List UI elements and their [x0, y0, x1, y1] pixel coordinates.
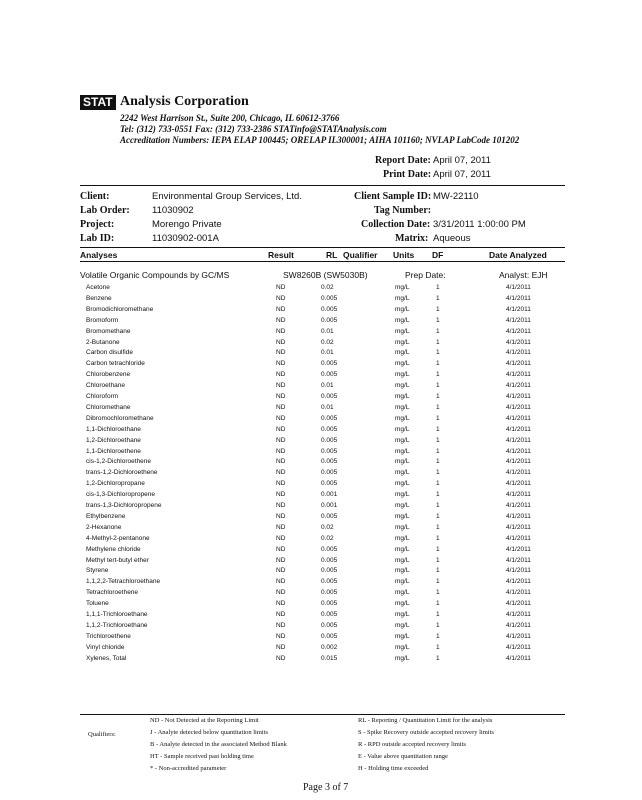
analyte-result: ND [276, 338, 286, 346]
analyte-result: ND [276, 316, 286, 324]
analyte-df: 1 [436, 458, 440, 466]
analyte-rl: 0.02 [321, 284, 334, 291]
analyte-rl: 0.005 [321, 611, 338, 618]
analyte-date: 4/1/2011 [506, 632, 531, 640]
collection-date-label: Collection Date: [361, 219, 431, 230]
analyte-result: ND [276, 621, 286, 629]
print-date-label: Print Date: [383, 169, 432, 180]
analyte-date: 4/1/2011 [506, 371, 531, 379]
table-row [86, 545, 556, 555]
table-row [86, 490, 556, 500]
company-logo: STAT [80, 95, 116, 110]
table-row [86, 621, 556, 631]
qualifier-right-4: H - Holding time exceeded [358, 765, 429, 772]
analyte-date: 4/1/2011 [506, 382, 531, 390]
analyte-df: 1 [436, 512, 440, 520]
table-row [86, 512, 556, 522]
analyte-units: mg/L [395, 469, 410, 477]
analyte-df: 1 [436, 414, 440, 422]
table-row [86, 436, 556, 446]
analyte-df: 1 [436, 534, 440, 542]
analyte-units: mg/L [395, 654, 410, 662]
client-label: Client: [80, 191, 110, 202]
analyte-df: 1 [436, 447, 440, 455]
analyte-units: mg/L [395, 414, 410, 422]
analyte-name: 1,1-Dichloroethene [86, 447, 141, 455]
table-row [86, 359, 556, 369]
analyte-rl: 0.01 [321, 382, 334, 390]
analyte-df: 1 [436, 600, 440, 608]
table-row [86, 501, 556, 511]
table-row [86, 283, 556, 293]
analyte-name: 1,2-Dichloroethane [86, 436, 141, 444]
analyte-units: mg/L [395, 403, 410, 411]
analyte-result: ND [276, 632, 286, 640]
lab-order-label: Lab Order: [80, 205, 130, 216]
analyte-name: 1,1,2-Trichloroethane [86, 621, 148, 629]
analyte-name: Chloroform [86, 393, 119, 400]
col-header-date: Date Analyzed [489, 250, 547, 260]
qualifier-left-3: HT - Sample received past holding time [150, 753, 254, 760]
analyte-result: ND [276, 578, 286, 586]
section-method: SW8260B (SW5030B) [283, 270, 368, 280]
analyte-date: 4/1/2011 [506, 327, 531, 335]
analyte-units: mg/L [395, 327, 410, 335]
analyte-date: 4/1/2011 [506, 316, 531, 324]
analyte-df: 1 [436, 502, 440, 509]
table-row [86, 447, 556, 457]
analyte-name: 2-Hexanone [86, 523, 122, 531]
analyte-result: ND [276, 349, 286, 357]
analyte-df: 1 [436, 491, 440, 499]
analyte-rl: 0.005 [321, 621, 338, 629]
analyte-name: Toluene [86, 600, 109, 608]
col-header-qualifier: Qualifier [343, 250, 378, 260]
lab-id-label: Lab ID: [80, 233, 115, 244]
project-value: Morengo Private [152, 219, 222, 230]
analyte-name: Chloroethane [86, 382, 126, 390]
analyte-result: ND [276, 327, 286, 335]
col-header-rl: RL [326, 250, 338, 260]
analyte-rl: 0.001 [321, 502, 338, 509]
analyte-name: 1,1,1-Trichloroethane [86, 611, 148, 618]
table-row [86, 643, 556, 653]
analyte-df: 1 [436, 654, 440, 662]
table-row [86, 632, 556, 642]
divider-footer [80, 714, 565, 715]
analyte-df: 1 [436, 284, 440, 291]
analyte-units: mg/L [395, 458, 410, 466]
analyte-date: 4/1/2011 [506, 491, 531, 499]
project-label: Project: [80, 219, 115, 230]
table-row [86, 534, 556, 544]
analyte-name: Dibromochloromethane [86, 414, 154, 422]
analyte-rl: 0.005 [321, 414, 338, 422]
analyte-df: 1 [436, 382, 440, 390]
analyte-df: 1 [436, 556, 440, 564]
analyte-date: 4/1/2011 [506, 611, 531, 618]
section-analyst: Analyst: EJH [499, 270, 548, 280]
analyte-result: ND [276, 436, 286, 444]
company-address: 2242 West Harrison St., Suite 200, Chicago, IL 60612-3766 [120, 113, 340, 123]
analyte-units: mg/L [395, 305, 410, 313]
analyte-df: 1 [436, 371, 440, 379]
col-header-units: Units [393, 250, 415, 260]
analyte-rl: 0.01 [321, 327, 334, 335]
analyte-units: mg/L [395, 632, 410, 640]
divider-top [80, 185, 565, 186]
table-row [86, 457, 556, 467]
analyte-result: ND [276, 611, 286, 618]
analyte-result: ND [276, 360, 286, 368]
table-row [86, 610, 556, 620]
analyte-rl: 0.005 [321, 469, 338, 477]
analyte-date: 4/1/2011 [506, 360, 531, 368]
analyte-df: 1 [436, 305, 440, 313]
analyte-result: ND [276, 567, 286, 575]
qualifier-left-4: * - Non-accredited parameter [150, 765, 227, 772]
analyte-result: ND [276, 294, 286, 302]
analyte-name: Acetone [86, 284, 110, 291]
analyte-units: mg/L [395, 491, 410, 499]
analyte-df: 1 [436, 338, 440, 346]
analyte-rl: 0.005 [321, 360, 338, 368]
analyte-df: 1 [436, 621, 440, 629]
analyte-result: ND [276, 458, 286, 466]
analyte-df: 1 [436, 589, 440, 597]
analyte-name: Styrene [86, 567, 109, 575]
analyte-units: mg/L [395, 371, 410, 379]
table-row [86, 338, 556, 348]
analyte-name: trans-1,2-Dichloroethene [86, 469, 158, 477]
company-contact: Tel: (312) 733-0551 Fax: (312) 733-2386 STATinfo@STATAnalysis.com [120, 124, 387, 134]
analyte-rl: 0.005 [321, 578, 338, 586]
analyte-result: ND [276, 502, 286, 509]
analyte-df: 1 [436, 425, 440, 433]
table-row [86, 381, 556, 391]
table-row [86, 403, 556, 413]
qualifier-right-0: RL - Reporting / Quantitation Limit for the analysis [358, 717, 493, 724]
qualifier-left-0: ND - Not Detected at the Reporting Limit [150, 717, 259, 724]
analyte-result: ND [276, 403, 286, 411]
analyte-result: ND [276, 371, 286, 379]
report-date-label: Report Date: [375, 155, 431, 166]
analyte-df: 1 [436, 316, 440, 324]
analyte-result: ND [276, 545, 286, 553]
section-prep-date: Prep Date: [405, 270, 446, 280]
col-header-df: DF [432, 250, 444, 260]
analyte-df: 1 [436, 578, 440, 586]
analyte-units: mg/L [395, 338, 410, 346]
analyte-date: 4/1/2011 [506, 425, 531, 433]
analyte-date: 4/1/2011 [506, 654, 531, 662]
analyte-date: 4/1/2011 [506, 414, 531, 422]
analyte-rl: 0.005 [321, 600, 338, 608]
analyte-rl: 0.005 [321, 436, 338, 444]
analyte-units: mg/L [395, 534, 410, 542]
analyte-date: 4/1/2011 [506, 338, 531, 346]
collection-date-value: 3/31/2011 1:00:00 PM [433, 219, 526, 230]
analyte-df: 1 [436, 632, 440, 640]
table-row [86, 327, 556, 337]
analyte-df: 1 [436, 294, 440, 302]
analyte-date: 4/1/2011 [506, 349, 531, 357]
analyte-result: ND [276, 556, 286, 564]
print-date-value: April 07, 2011 [433, 169, 491, 180]
analyte-rl: 0.01 [321, 403, 334, 411]
analyte-result: ND [276, 512, 286, 520]
table-row [86, 392, 556, 402]
analyte-rl: 0.005 [321, 480, 338, 488]
qualifier-left-1: J - Analyte detected below quantitation limits [150, 729, 269, 736]
analyte-df: 1 [436, 567, 440, 575]
analyte-result: ND [276, 480, 286, 488]
divider-table-header [80, 261, 565, 262]
analyte-units: mg/L [395, 425, 410, 433]
table-row [86, 348, 556, 358]
analyte-df: 1 [436, 611, 440, 618]
analyte-name: Benzene [86, 294, 112, 302]
table-row [86, 654, 556, 664]
analyte-result: ND [276, 382, 286, 390]
analyte-name: Methyl tert-butyl ether [86, 556, 149, 564]
analyte-name: Trichloroethene [86, 632, 131, 640]
analyte-date: 4/1/2011 [506, 469, 531, 477]
analyte-date: 4/1/2011 [506, 512, 531, 520]
analyte-date: 4/1/2011 [506, 567, 531, 575]
analyte-name: Ethylbenzene [86, 512, 126, 520]
analyte-units: mg/L [395, 567, 410, 575]
analyte-rl: 0.001 [321, 491, 338, 499]
page-number: Page 3 of 7 [303, 782, 349, 793]
analyte-rl: 0.005 [321, 512, 338, 520]
analyte-result: ND [276, 447, 286, 455]
analyte-name: cis-1,2-Dichloroethene [86, 458, 152, 466]
analyte-name: Bromoform [86, 316, 119, 324]
section-title: Volatile Organic Compounds by GC/MS [80, 270, 230, 280]
analyte-result: ND [276, 491, 286, 499]
analyte-rl: 0.005 [321, 589, 338, 597]
analyte-units: mg/L [395, 393, 410, 400]
analyte-result: ND [276, 643, 286, 651]
analyte-units: mg/L [395, 512, 410, 520]
analyte-date: 4/1/2011 [506, 556, 531, 564]
analyte-rl: 0.005 [321, 316, 338, 324]
analyte-date: 4/1/2011 [506, 294, 531, 302]
analyte-name: Xylenes, Total [86, 654, 127, 662]
analyte-result: ND [276, 589, 286, 597]
analyte-units: mg/L [395, 545, 410, 553]
col-header-result: Result [268, 250, 294, 260]
table-row [86, 316, 556, 326]
analyte-rl: 0.02 [321, 523, 334, 531]
company-name: Analysis Corporation [120, 94, 249, 109]
report-date-value: April 07, 2011 [433, 155, 491, 166]
analyte-date: 4/1/2011 [506, 403, 531, 411]
analyte-rl: 0.005 [321, 556, 338, 564]
lab-id-value: 11030902-001A [152, 233, 219, 244]
analyte-date: 4/1/2011 [506, 458, 531, 466]
table-row [86, 370, 556, 380]
analyte-date: 4/1/2011 [506, 523, 531, 531]
analyte-units: mg/L [395, 578, 410, 586]
analyte-rl: 0.005 [321, 425, 338, 433]
analyte-date: 4/1/2011 [506, 284, 531, 291]
analyte-date: 4/1/2011 [506, 447, 531, 455]
analyte-result: ND [276, 469, 286, 477]
analyte-units: mg/L [395, 589, 410, 597]
analyte-units: mg/L [395, 523, 410, 531]
analyte-name: cis-1,3-Dichloropropene [86, 491, 156, 499]
table-row [86, 425, 556, 435]
analyte-name: Tetrachloroethene [86, 589, 139, 597]
analyte-rl: 0.005 [321, 447, 338, 455]
analyte-units: mg/L [395, 600, 410, 608]
analyte-result: ND [276, 534, 286, 542]
analyte-df: 1 [436, 436, 440, 444]
table-row [86, 305, 556, 315]
analyte-df: 1 [436, 469, 440, 477]
analyte-result: ND [276, 414, 286, 422]
analyte-date: 4/1/2011 [506, 589, 531, 597]
client-value: Environmental Group Services, Ltd. [152, 191, 302, 202]
analyte-date: 4/1/2011 [506, 305, 531, 313]
analyte-date: 4/1/2011 [506, 621, 531, 629]
analyte-date: 4/1/2011 [506, 436, 531, 444]
analyte-df: 1 [436, 403, 440, 411]
analyte-name: 1,1-Dichloroethane [86, 425, 141, 433]
analyte-date: 4/1/2011 [506, 480, 531, 488]
col-header-analyses: Analyses [80, 250, 118, 260]
analyte-rl: 0.005 [321, 632, 338, 640]
table-row [86, 566, 556, 576]
analyte-result: ND [276, 600, 286, 608]
analyte-date: 4/1/2011 [506, 393, 531, 400]
analyte-df: 1 [436, 327, 440, 335]
analyte-result: ND [276, 393, 286, 400]
table-row [86, 414, 556, 424]
analyte-result: ND [276, 284, 286, 291]
analyte-date: 4/1/2011 [506, 643, 531, 651]
analyte-result: ND [276, 425, 286, 433]
analyte-name: Bromodichloromethane [86, 305, 154, 313]
table-row [86, 523, 556, 533]
analyte-units: mg/L [395, 621, 410, 629]
analyte-df: 1 [436, 480, 440, 488]
analyte-rl: 0.015 [321, 654, 338, 662]
analyte-units: mg/L [395, 284, 410, 291]
analyte-units: mg/L [395, 294, 410, 302]
analyte-df: 1 [436, 643, 440, 651]
table-row [86, 468, 556, 478]
accreditation-numbers: Accreditation Numbers: IEPA ELAP 100445; ORELAP IL300001; AIHA 101160; NVLAP LabCode 101202 [120, 135, 520, 145]
client-sample-id-label: Client Sample ID: [354, 191, 432, 202]
analyte-name: 4-Methyl-2-pentanone [86, 534, 150, 542]
table-row [86, 577, 556, 587]
analyte-units: mg/L [395, 643, 410, 651]
analyte-name: Methylene chloride [86, 545, 141, 553]
qualifier-right-3: E - Value above quantitation range [358, 753, 448, 760]
analyte-units: mg/L [395, 349, 410, 357]
analyte-date: 4/1/2011 [506, 534, 531, 542]
analyte-units: mg/L [395, 611, 410, 618]
analyte-units: mg/L [395, 502, 410, 509]
analyte-df: 1 [436, 545, 440, 553]
analyte-rl: 0.02 [321, 534, 334, 542]
analyte-rl: 0.005 [321, 567, 338, 575]
table-row [86, 556, 556, 566]
analyte-name: Bromomethane [86, 327, 131, 335]
analyte-name: Carbon disulfide [86, 349, 133, 357]
table-row [86, 588, 556, 598]
analyte-units: mg/L [395, 556, 410, 564]
analyte-name: Carbon tetrachloride [86, 360, 145, 368]
analyte-rl: 0.005 [321, 545, 338, 553]
qualifiers-label: Qualifiers: [88, 731, 116, 738]
analyte-name: 1,2-Dichloropropane [86, 480, 145, 488]
analyte-rl: 0.005 [321, 294, 338, 302]
matrix-value: Aqueous [433, 233, 471, 244]
analyte-result: ND [276, 523, 286, 531]
tag-number-label: Tag Number: [374, 205, 432, 216]
analyte-units: mg/L [395, 447, 410, 455]
analyte-rl: 0.005 [321, 371, 338, 379]
analyte-result: ND [276, 305, 286, 313]
client-sample-id-value: MW-22110 [433, 191, 479, 202]
analyte-name: 1,1,2,2-Tetrachloroethane [86, 578, 161, 586]
analyte-date: 4/1/2011 [506, 545, 531, 553]
analyte-name: Chloromethane [86, 403, 131, 411]
analyte-name: Chlorobenzene [86, 371, 131, 379]
analyte-rl: 0.005 [321, 305, 338, 313]
analyte-df: 1 [436, 360, 440, 368]
table-row [86, 479, 556, 489]
analyte-rl: 0.002 [321, 643, 338, 651]
analyte-units: mg/L [395, 360, 410, 368]
matrix-label: Matrix: [395, 233, 429, 244]
analyte-df: 1 [436, 523, 440, 531]
analyte-rl: 0.005 [321, 458, 338, 466]
analyte-name: 2-Butanone [86, 338, 120, 346]
qualifier-right-2: R - RPD outside accepted recovery limits [358, 741, 466, 748]
table-row [86, 294, 556, 304]
divider-info [80, 247, 565, 248]
analyte-result: ND [276, 654, 286, 662]
analyte-rl: 0.005 [321, 393, 338, 400]
analyte-df: 1 [436, 393, 440, 400]
lab-order-value: 11030902 [152, 205, 194, 216]
qualifier-left-2: B - Analyte detected in the associated Method Blank [150, 741, 287, 748]
analyte-name: trans-1,3-Dichloropropene [86, 502, 162, 509]
analyte-date: 4/1/2011 [506, 578, 531, 586]
analyte-units: mg/L [395, 382, 410, 390]
analyte-date: 4/1/2011 [506, 502, 531, 509]
table-row [86, 599, 556, 609]
analyte-units: mg/L [395, 480, 410, 488]
analyte-units: mg/L [395, 316, 410, 324]
analyte-rl: 0.01 [321, 349, 334, 357]
analyte-name: Vinyl chloride [86, 643, 125, 651]
analyte-rl: 0.02 [321, 338, 334, 346]
qualifier-right-1: S - Spike Recovery outside accepted recovery limits [358, 729, 494, 736]
analyte-df: 1 [436, 349, 440, 357]
analyte-units: mg/L [395, 436, 410, 444]
analyte-date: 4/1/2011 [506, 600, 531, 608]
